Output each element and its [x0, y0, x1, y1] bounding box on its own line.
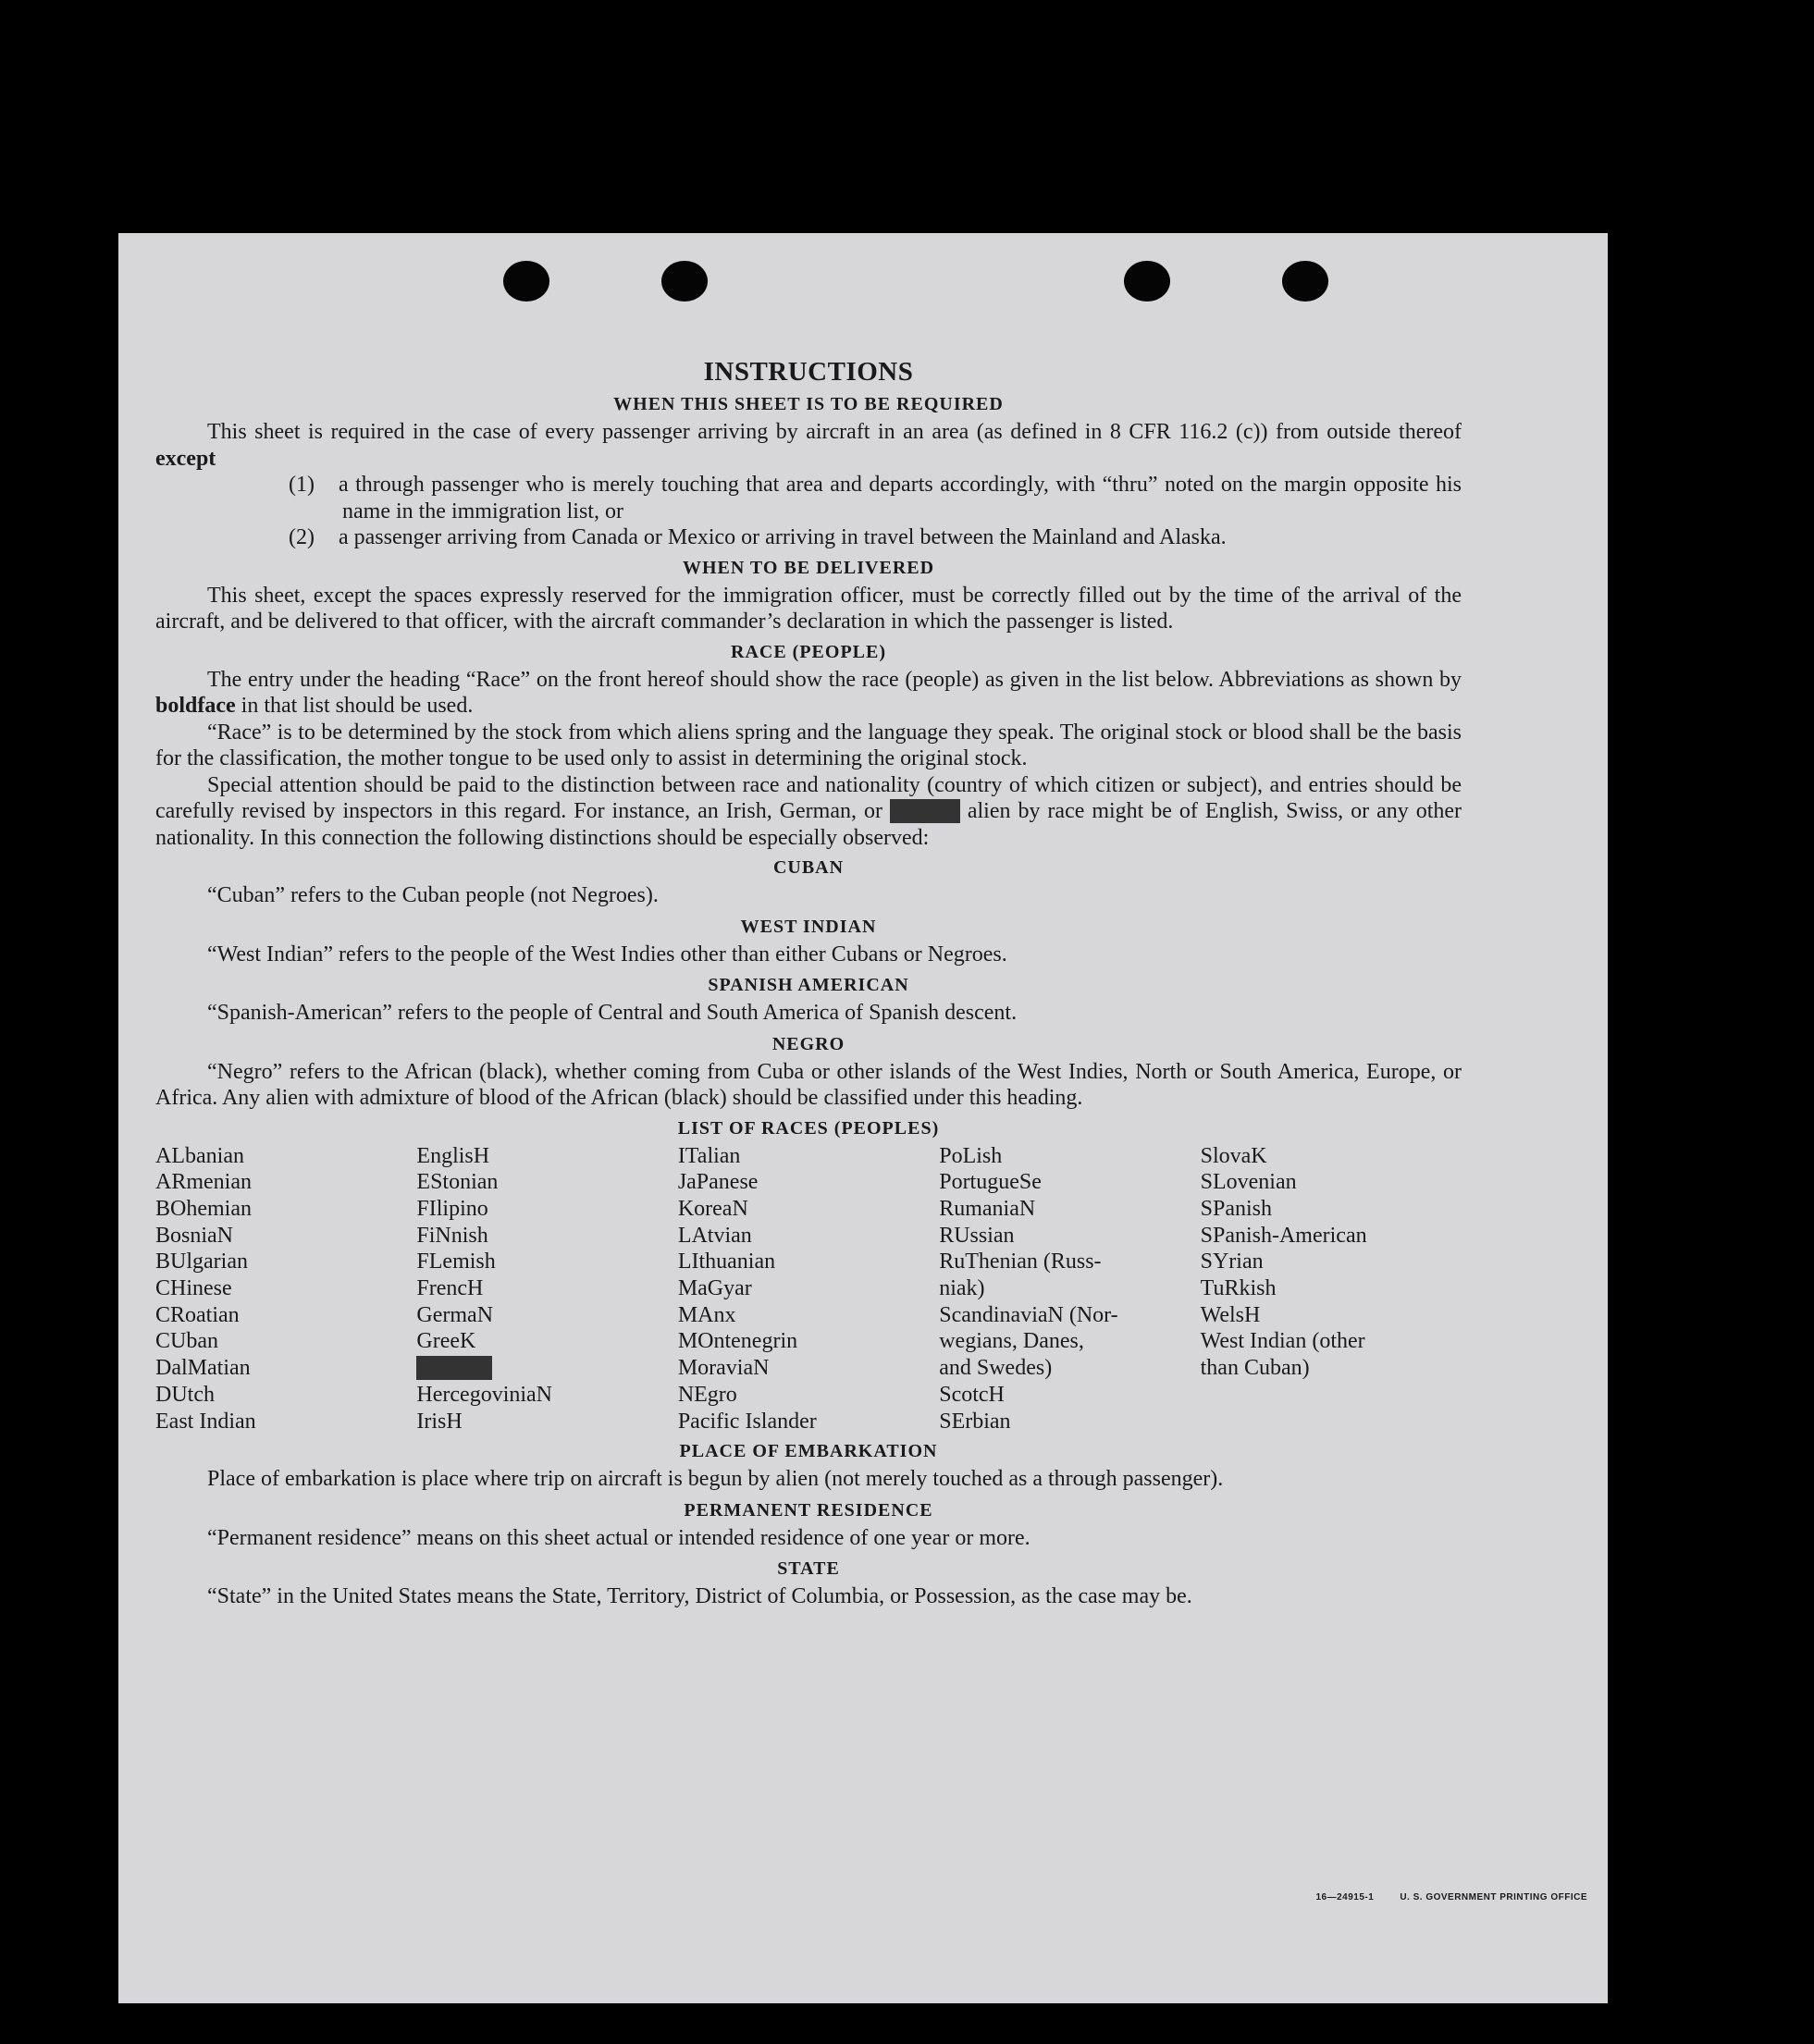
embarkation-text: Place of embarkation is place where trip on aircraft is begun by alien (not merely touched as a through passenger). [207, 1467, 1224, 1492]
negro-text: “Negro” refers to the African (black), whether coming from Cuba or other islands of the West Indies, North or South America, Europe, or Africa. Any alien with admixture of blood of the African (black) should be classified under this heading. [155, 1059, 1462, 1110]
heading-cuban: CUBAN [772, 857, 845, 878]
race-entry: ScotcH [939, 1382, 1005, 1407]
race-entry: EStonian [416, 1170, 499, 1195]
heading-race: RACE (PEOPLE) [731, 641, 886, 662]
delivered-text: This sheet, except the spaces expressly reserved for the immigration officer, must be correctly filled out by the time of the arrival of the aircraft, and be delivered to that officer, with the aircraft commander’s declaration in which the passenger is listed. [155, 583, 1462, 634]
race-entry: Pacific Islander [677, 1409, 817, 1434]
race-entry: CRoatian [155, 1302, 240, 1327]
west-indian-text: “West Indian” refers to the people of the West Indies other than either Cubans or Negroes. [207, 942, 1007, 967]
page-title: INSTRUCTIONS [703, 357, 914, 387]
race-entry: RumaniaN [939, 1196, 1036, 1221]
form-number: 16—24915-1 [1315, 1892, 1375, 1902]
heading-permanent-residence: PERMANENT RESIDENCE [684, 1499, 933, 1521]
race-entry: DalMatian [155, 1356, 251, 1381]
race-entry: SErbian [939, 1409, 1011, 1434]
race-entry: IrisH [416, 1409, 463, 1434]
cuban-text: “Cuban” refers to the Cuban people (not Negroes). [207, 883, 659, 907]
race-entry: East Indian [155, 1409, 256, 1434]
race-entry: PortugueSe [939, 1170, 1042, 1195]
heading-when-delivered: WHEN TO BE DELIVERED [682, 557, 935, 578]
race-entry: FLemish [416, 1250, 496, 1274]
race-entry: KoreaN [677, 1196, 748, 1221]
race-entry: GermaN [416, 1302, 494, 1327]
heading-when-required: WHEN THIS SHEET IS TO BE REQUIRED [613, 394, 1004, 414]
race-paragraph: Special attention should be paid to the distinction between race and nationality (country of which citizen or subject), and entries should be carefully revised by inspectors in this regard. For instance, an Irish, German, or Hebrew alien by race might be of English, Swiss, or any other nationality. In this connection the following distinctions should be especially observed: [155, 772, 1462, 850]
heading-negro: NEGRO [771, 1033, 845, 1054]
race-entry: SLovenian [1200, 1170, 1297, 1195]
required-intro: This sheet is required in the case of every passenger arriving by aircraft in an area (as defined in 8 CFR 116.2 (c)) from outside thereof except [155, 420, 1462, 471]
race-entry: West Indian (other than Cuban) [1200, 1329, 1365, 1381]
race-entry: SYrian [1200, 1250, 1264, 1274]
race-entry: MaGyar [677, 1276, 752, 1301]
redacted-word: HebreW [416, 1356, 492, 1381]
race-entry: SlovaK [1200, 1143, 1267, 1168]
race-entry: MAnx [677, 1302, 736, 1327]
printer-imprint [1290, 1892, 1587, 1902]
spanish-american-text: “Spanish-American” refers to the people of Central and South America of Spanish descent. [207, 1001, 1018, 1025]
form-sheet [118, 233, 1608, 2003]
race-entry: FiNnish [416, 1223, 488, 1248]
heading-list-of-races: LIST OF RACES (PEOPLES) [677, 1117, 940, 1139]
punch-hole [661, 261, 708, 302]
state-text: “State” in the United States means the State, Territory, District of Columbia, or Possession, as the case may be. [207, 1584, 1192, 1609]
race-entry: DUtch [155, 1382, 215, 1407]
race-entry: BOhemian [155, 1196, 252, 1221]
race-entry [416, 1355, 677, 1382]
race-entry: LIthuanian [677, 1250, 776, 1274]
races-column [678, 1143, 939, 1435]
punch-hole [503, 261, 549, 302]
race-entry: EnglisH [416, 1143, 490, 1168]
race-entry: CHinese [155, 1276, 232, 1301]
race-entry: FrencH [416, 1276, 484, 1301]
heading-spanish-american: SPANISH AMERICAN [708, 975, 909, 995]
race-entry: LAtvian [677, 1223, 752, 1248]
races-column [155, 1143, 416, 1435]
printer-name: U. S. GOVERNMENT PRINTING OFFICE [1400, 1892, 1587, 1902]
punch-hole [1124, 261, 1170, 302]
exception-item: (1) a through passenger who is merely touching that area and departs accordingly, with “thru” noted on the margin opposite his name in the immigration list, or [289, 473, 1462, 523]
race-paragraph: “Race” is to be determined by the stock from which aliens spring and the language they speak. The original stock or blood shall be the basis for the classification, the mother tongue to be used only to assist in determining the original stock. [155, 720, 1462, 770]
races-list [155, 1143, 1462, 1435]
race-entry: BUlgarian [155, 1250, 248, 1274]
race-entry: WelsH [1200, 1302, 1261, 1327]
race-entry: SPanish [1200, 1196, 1272, 1221]
punch-hole [1282, 261, 1328, 302]
race-entry: CUban [155, 1329, 218, 1354]
race-entry: BosniaN [155, 1223, 233, 1248]
race-entry: PoLish [939, 1143, 1003, 1168]
race-entry: FIlipino [416, 1196, 488, 1221]
race-entry: JaPanese [677, 1170, 759, 1195]
races-column [416, 1143, 677, 1435]
race-entry: ALbanian [155, 1143, 244, 1168]
race-entry: TuRkish [1200, 1276, 1277, 1301]
race-entry: ScandinaviaN (Nor- wegians, Danes, and Swedes) [939, 1302, 1118, 1381]
race-entry: HercegoviniaN [416, 1382, 553, 1407]
exception-item: (2) a passenger arriving from Canada or Mexico or arriving in travel between the Mainland and Alaska. [289, 525, 1227, 549]
race-entry: RUssian [939, 1223, 1015, 1248]
races-column [1201, 1143, 1462, 1435]
redacted-word: Hebrew [889, 799, 960, 823]
race-entry: ARmenian [155, 1170, 252, 1195]
race-entry: MoraviaN [677, 1356, 770, 1381]
race-entry: MOntenegrin [677, 1329, 798, 1354]
races-column [939, 1143, 1200, 1435]
race-paragraph: The entry under the heading “Race” on the front hereof should show the race (people) as given in the list below. Abbreviations as shown by boldface in that list should be used. [155, 667, 1462, 718]
heading-west-indian: WEST INDIAN [740, 916, 877, 937]
race-entry: GreeK [416, 1329, 476, 1354]
race-entry: SPanish-American [1200, 1223, 1367, 1248]
heading-state: STATE [777, 1558, 840, 1580]
residence-text: “Permanent residence” means on this sheet actual or intended residence of one year or more. [207, 1525, 1030, 1550]
race-entry: NEgro [677, 1382, 737, 1407]
race-entry: RuThenian (Russ- niak) [939, 1250, 1102, 1301]
race-entry: ITalian [677, 1143, 741, 1168]
instructions-body [155, 357, 1462, 1610]
heading-embarkation: PLACE OF EMBARKATION [679, 1441, 938, 1462]
